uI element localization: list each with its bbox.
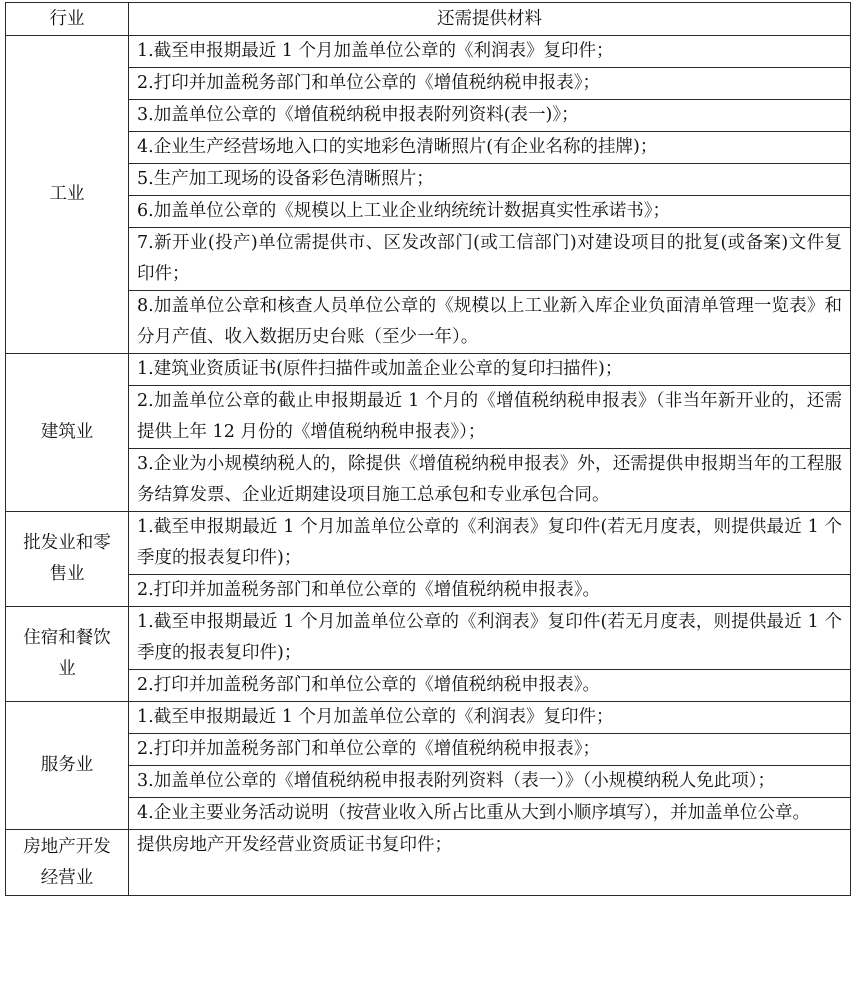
- table-row: [6, 228, 851, 291]
- table-row: [6, 354, 851, 386]
- material-item: 5.生产加工现场的设备彩色清晰照片；: [129, 164, 851, 196]
- material-item: 2.打印并加盖税务部门和单位公章的《增值税纳税申报表》；: [129, 68, 851, 100]
- material-item: 7.新开业(投产)单位需提供市、区发改部门(或工信部门)对建设项目的批复(或备案)文件复印件；: [129, 228, 851, 291]
- material-item: 8.加盖单位公章和核查人员单位公章的《规模以上工业新入库企业负面清单管理一览表》和分月产值、收入数据历史台账（至少一年）。: [129, 291, 851, 354]
- table-row: [6, 798, 851, 830]
- industry-cell: 房地产开发经营业: [6, 830, 129, 896]
- table-row: [6, 766, 851, 798]
- header-materials: 还需提供材料: [129, 3, 851, 36]
- requirements-table: [5, 2, 851, 896]
- industry-cell: 住宿和餐饮业: [6, 607, 129, 702]
- table-row: [6, 100, 851, 132]
- header-industry: 行业: [6, 3, 129, 36]
- table-row: [6, 734, 851, 766]
- table-row: [6, 449, 851, 512]
- table-row: [6, 164, 851, 196]
- table-row: [6, 386, 851, 449]
- industry-cell: 批发业和零售业: [6, 512, 129, 607]
- material-item: 2.加盖单位公章的截止申报期最近 1 个月的《增值税纳税申报表》（非当年新开业的，还需提供上年 12 月份的《增值税纳税申报表》）；: [129, 386, 851, 449]
- table-row: [6, 291, 851, 354]
- material-item: 1.截至申报期最近 1 个月加盖单位公章的《利润表》复印件(若无月度表，则提供最近 1 个季度的报表复印件)；: [129, 607, 851, 670]
- table-row: [6, 36, 851, 68]
- material-item: 6.加盖单位公章的《规模以上工业企业纳统统计数据真实性承诺书》；: [129, 196, 851, 228]
- material-item: 2.打印并加盖税务部门和单位公章的《增值税纳税申报表》。: [129, 575, 851, 607]
- table-row: [6, 607, 851, 670]
- material-item: 2.打印并加盖税务部门和单位公章的《增值税纳税申报表》；: [129, 734, 851, 766]
- industry-cell: 工业: [6, 36, 129, 354]
- material-item: 3.加盖单位公章的《增值税纳税申报表附列资料（表一）》（小规模纳税人免此项）；: [129, 766, 851, 798]
- table-row: [6, 512, 851, 575]
- table-row: [6, 132, 851, 164]
- industry-cell: 建筑业: [6, 354, 129, 512]
- table-row: [6, 575, 851, 607]
- table-row: [6, 670, 851, 702]
- header-row: [6, 3, 851, 36]
- table-row: [6, 68, 851, 100]
- table-row: [6, 702, 851, 734]
- material-item: 4.企业生产经营场地入口的实地彩色清晰照片(有企业名称的挂牌)；: [129, 132, 851, 164]
- material-item: 1.建筑业资质证书(原件扫描件或加盖企业公章的复印扫描件)；: [129, 354, 851, 386]
- material-item: 2.打印并加盖税务部门和单位公章的《增值税纳税申报表》。: [129, 670, 851, 702]
- table-row: [6, 830, 851, 896]
- material-item: 1.截至申报期最近 1 个月加盖单位公章的《利润表》复印件；: [129, 702, 851, 734]
- material-item: 1.截至申报期最近 1 个月加盖单位公章的《利润表》复印件；: [129, 36, 851, 68]
- material-item: 3.加盖单位公章的《增值税纳税申报表附列资料(表一)》；: [129, 100, 851, 132]
- material-item: 1.截至申报期最近 1 个月加盖单位公章的《利润表》复印件(若无月度表，则提供最近 1 个季度的报表复印件)；: [129, 512, 851, 575]
- material-item: 提供房地产开发经营业资质证书复印件；: [129, 830, 851, 896]
- table-row: [6, 196, 851, 228]
- industry-cell: 服务业: [6, 702, 129, 830]
- material-item: 3.企业为小规模纳税人的，除提供《增值税纳税申报表》外，还需提供申报期当年的工程服务结算发票、企业近期建设项目施工总承包和专业承包合同。: [129, 449, 851, 512]
- material-item: 4.企业主要业务活动说明（按营业收入所占比重从大到小顺序填写），并加盖单位公章。: [129, 798, 851, 830]
